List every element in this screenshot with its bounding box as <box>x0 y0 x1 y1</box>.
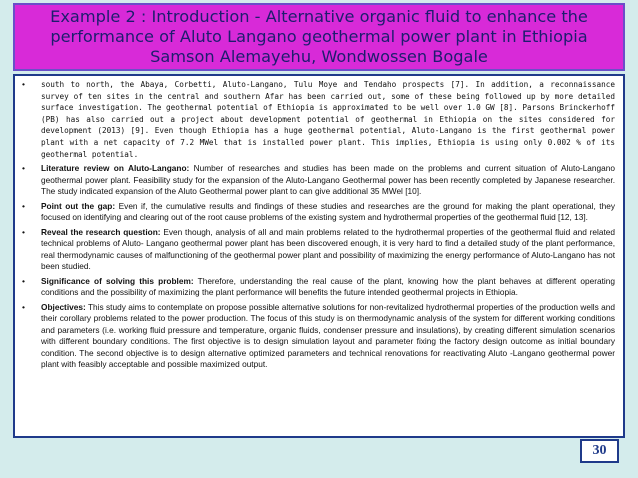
bullet-item-literature-review <box>15 163 615 198</box>
bullet-item-gap <box>15 201 615 224</box>
bullet-lead: Significance of solving this problem: <box>41 275 194 286</box>
bullet-dot-icon: • <box>22 200 25 211</box>
bullet-dot-icon: • <box>22 79 25 89</box>
bullet-lead: Reveal the research question: <box>41 226 161 237</box>
slide-title-box <box>13 3 625 71</box>
slide-content-box <box>13 74 625 438</box>
slide-authors-line: Samson Alemayehu, Wondwossen Bogale <box>150 47 488 66</box>
page-number: 30 <box>580 439 619 463</box>
bullet-list <box>15 79 615 371</box>
bullet-item-research-question <box>15 227 615 273</box>
bullet-item-objectives <box>15 302 615 371</box>
bullet-text: Number of researches and studies has been made on the problems and current situation of Aluto-Langano geothermal power plant. Feasibility study for the expansion of the Aluto-Langano Geothermal power has been recently completed by Japanese researcher. The study indicated expansion of the Aluto Geothermal power plant to can give additional 35 MWel [10]. <box>41 163 615 197</box>
bullet-text: Therefore, understanding the real cause of the plant, knowing how the plant behaves at different operating conditions and the possibility of maximizing the plant performance will benefits the future intended geothermal projects in Ethiopia. <box>41 275 615 298</box>
bullet-item-significance <box>15 276 615 299</box>
bullet-text: south to north, the Abaya, Corbetti, Aluto-Langano, Tulu Moye and Tendaho prospects [7]. In addition, a reconnaissance survey of ten sites in the central and southern Afar has been carried out, some of these being followed up by more detailed surface investigation. The geothermal potential of Ethiopia is approximated to be well over 1.0 GW [8]. Parsons Brinckerhoff (PB) has also carried out a project about development potential of geothermal in Ethiopia on the sites considered for development (2013) [9]. Even though Ethiopia has a huge geothermal potential, Aluto-Langano is the first geothermal power plant with a net capacity of 7.2 MWel that is installed power plant. This implies, Ethiopia is using only 0.002 % of its geothermal potential. <box>41 80 615 159</box>
bullet-text: Even if, the cumulative results and findings of these studies and researches are the ground for making the plant operational, they focused on identifying and clearing out of the root cause problems of the existing system and hydrothermal properties of the geothermal fluid [12, 13]. <box>41 200 615 223</box>
bullet-lead: Objectives: <box>41 301 86 312</box>
bullet-dot-icon: • <box>22 301 25 312</box>
bullet-dot-icon: • <box>22 226 25 237</box>
bullet-dot-icon: • <box>22 163 25 174</box>
slide-title-line-1: Example 2 : Introduction - Alternative organic fluid to enhance the <box>50 7 588 26</box>
bullet-lead: Literature review on Aluto-Langano: <box>41 163 190 174</box>
bullet-text: Even though, analysis of all and main problems related to the hydrothermal properties of the geothermal fluid and related technical problems of Aluto- Langano geothermal power plant has been discovered enough, it is very hard to find a detailed study of the plant performance, real thermodynamic causes of malfunctioning of the geothermal power plant and possibility of maximizing the energy performance of Aluto-Langano has not been studied. <box>41 226 615 272</box>
bullet-text: This study aims to contemplate on propose possible alternative solutions for non-revitalized hydrothermal properties of the production wells and their corollary problems related to the power production. The focus of this study is on thermodynamic analysis of the system for different working conditions and parameters (i.e. working fluid pressure and temperature, organic fluids, condenser pressure and insulations), by creating different simulation scenarios with different boundary conditions. The first objective is to design simulation layout and parameter fixing the factory design outcome as initial boundary condition. The second objective is to design alternative optimized parameters and technical renovations for reactivating Aluto -Langano geothermal power plant with feasibly acceptable and possible maximized output. <box>41 301 615 370</box>
bullet-dot-icon: • <box>22 275 25 286</box>
bullet-item-background <box>15 79 615 160</box>
bullet-lead: Point out the gap: <box>41 200 116 211</box>
slide-title-line-2: performance of Aluto Langano geothermal power plant in Ethiopia <box>50 27 588 46</box>
